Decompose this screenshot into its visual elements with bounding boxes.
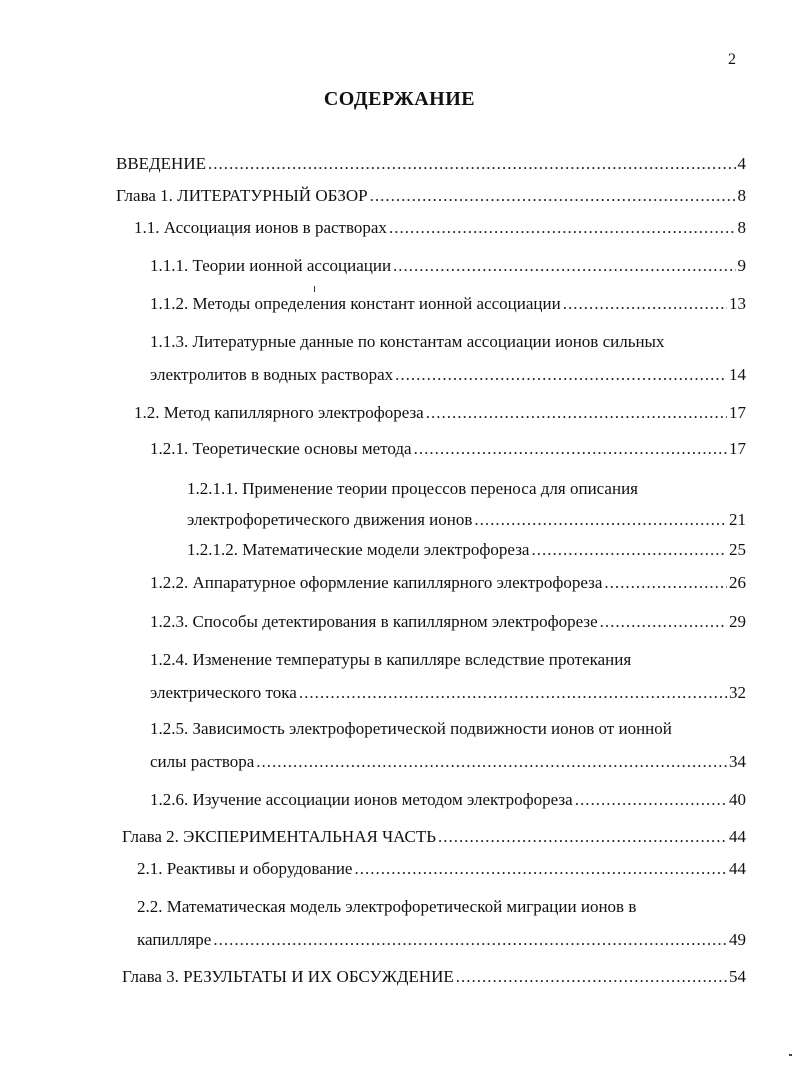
toc-entry-text: 1.1. Ассоциация ионов в растворах [134,218,387,237]
toc-leader-dots [456,966,727,988]
toc-entry-1-2-1-2 [187,539,746,561]
toc-entry-1-1-1 [150,255,746,277]
toc-entry-chapter-2 [122,826,746,848]
toc-leader-dots [213,929,727,951]
toc-entry-page: 8 [737,218,746,237]
toc-entry-1-2-5-line-1: 1.2.5. Зависимость электрофоретической подвижности ионов от ионной [150,719,672,738]
toc-leader-dots [474,509,727,531]
toc-entry-1-2-2 [150,572,746,594]
toc-entry-1-2-1-1-line-1: 1.2.1.1. Применение теории процессов переноса для описания [187,479,638,498]
toc-entry-page: 14 [729,365,746,384]
toc-leader-dots [354,858,727,880]
toc-entry-page: 17 [729,439,746,458]
toc-entry-text: 1.2.1.2. Математические модели электрофореза [187,540,530,559]
toc-entry-1-2-1-1 [187,509,746,531]
toc-entry-1-2 [134,402,746,424]
toc-entry-2-2 [137,929,746,951]
toc-entry-page: 21 [729,510,746,529]
toc-entry-page: 49 [729,930,746,949]
toc-entry-page: 34 [729,752,746,771]
toc-entry-page: 29 [729,612,746,631]
toc-entry-1-1-2 [150,293,746,315]
toc-entry-text: ВВЕДЕНИЕ [116,154,206,173]
toc-entry-text: капилляре [137,930,212,949]
toc-leader-dots [389,217,736,239]
toc-leader-dots [299,682,727,704]
toc-entry-text: электролитов в водных растворах [150,365,394,384]
page-number: 2 [728,51,736,68]
toc-entry-page: 9 [737,256,746,275]
scan-mark [314,286,315,292]
toc-entry-page: 13 [729,294,746,313]
toc-entry-text: 1.1.2. Методы определения констант ионной ассоциации [150,294,561,313]
toc-entry-1-1-3-line-1: 1.1.3. Литературные данные по константам ассоциации ионов сильных [150,332,665,351]
toc-entry-chapter-3 [122,966,746,988]
toc-leader-dots [395,364,727,386]
toc-entry-text: 1.2.1. Теоретические основы метода [150,439,412,458]
toc-entry-chapter-1 [116,185,746,207]
toc-entry-text: силы раствора [150,752,255,771]
toc-entry-1-2-5 [150,751,746,773]
toc-entry-text: 1.2. Метод капиллярного электрофореза [134,403,424,422]
toc-leader-dots [563,293,727,315]
toc-entry-page: 44 [729,827,746,846]
toc-leader-dots [531,539,727,561]
toc-entry-text: Глава 3. РЕЗУЛЬТАТЫ И ИХ ОБСУЖДЕНИЕ [122,967,454,986]
toc-entry-page: 40 [729,790,746,809]
toc-entry-page: 4 [737,154,746,173]
toc-entry-page: 17 [729,403,746,422]
toc-entry-text: 1.2.3. Способы детектирования в капиллярном электрофорезе [150,612,598,631]
scan-speck [789,1054,792,1056]
toc-entry-1-2-4 [150,682,746,704]
toc-entry-text: 1.1.1. Теории ионной ассоциации [150,256,392,275]
toc-entry-text: Глава 1. ЛИТЕРАТУРНЫЙ ОБЗОР [116,186,368,205]
toc-entry-page: 54 [729,967,746,986]
toc-entry-text: 2.1. Реактивы и оборудование [137,859,353,878]
toc-leader-dots [604,572,727,594]
toc-entry-introduction [116,153,746,175]
toc-leader-dots [438,826,727,848]
toc-leader-dots [393,255,735,277]
toc-entry-text: электрофоретического движения ионов [187,510,473,529]
toc-entry-1-2-1 [150,438,746,460]
toc-entry-page: 8 [737,186,746,205]
toc-entry-1-2-6 [150,789,746,811]
toc-leader-dots [575,789,727,811]
toc-leader-dots [600,611,727,633]
toc-entry-1-2-4-line-1: 1.2.4. Изменение температуры в капилляре вследствие протекания [150,650,632,669]
toc-entry-page: 32 [729,683,746,702]
toc-entry-text: Глава 2. ЭКСПЕРИМЕНТАЛЬНАЯ ЧАСТЬ [122,827,437,846]
page-title: СОДЕРЖАНИЕ [323,88,476,110]
toc-entry-1-1 [134,217,746,239]
toc-leader-dots [370,185,736,207]
toc-entry-1-1-3 [150,364,746,386]
toc-leader-dots [426,402,727,424]
toc-leader-dots [414,438,727,460]
toc-entry-text: 1.2.6. Изучение ассоциации ионов методом электрофореза [150,790,573,809]
toc-entry-1-2-3 [150,611,746,633]
toc-entry-page: 25 [729,540,746,559]
toc-entry-page: 26 [729,573,746,592]
toc-entry-page: 44 [729,859,746,878]
toc-entry-text: электрического тока [150,683,297,702]
toc-entry-2-1 [137,858,746,880]
toc-leader-dots [256,751,727,773]
toc-entry-2-2-line-1: 2.2. Математическая модель электрофоретической миграции ионов в [137,897,637,916]
toc-leader-dots [208,153,736,175]
toc-entry-text: 1.2.2. Аппаратурное оформление капиллярного электрофореза [150,573,603,592]
